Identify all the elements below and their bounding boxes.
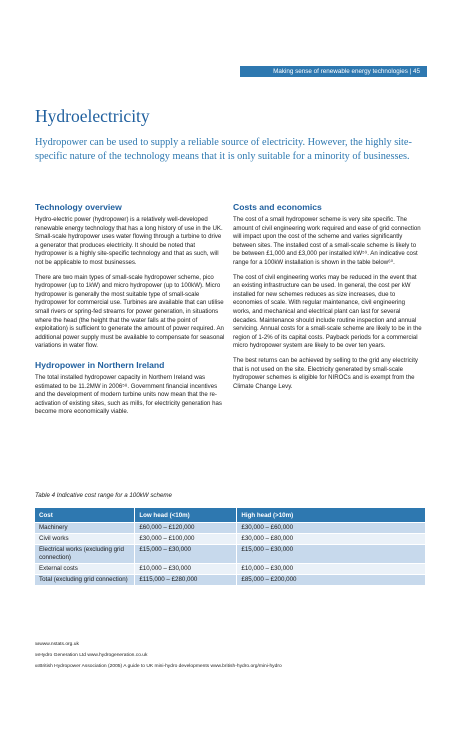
- footnote: [35, 653, 435, 659]
- table-row: [35, 534, 426, 545]
- table-cell: Electrical works (excluding grid connection): [35, 545, 135, 564]
- footnote-link[interactable]: www.nstats.org.uk: [39, 642, 79, 647]
- table-caption: Table 4 Indicative cost range for a 100kW scheme: [35, 492, 173, 499]
- footnote-text: Hydro Generation Ltd www.hydrogeneration.co.uk: [39, 653, 148, 658]
- technology-overview-heading: Technology overview: [35, 202, 122, 212]
- footnotes: [35, 642, 435, 675]
- table-cell: £115,000 – £280,000: [135, 575, 237, 586]
- table-header-row: [35, 508, 426, 523]
- footnote-number: 58: [35, 642, 40, 646]
- table-cell: £30,000 – £100,000: [135, 534, 237, 545]
- table-cell: £30,000 – £60,000: [237, 523, 426, 534]
- table-row: [35, 523, 426, 534]
- body-paragraph: The best returns can be achieved by selling to the grid any electricity that is not used on the site. Electricity generated by small-scale hydropower schemes is eligible for NIROCs and is exempt from the Climate Change Levy.: [233, 356, 418, 390]
- table-cell: £30,000 – £80,000: [237, 534, 426, 545]
- header-cell: Cost: [35, 508, 135, 523]
- table-cell: £15,000 – £30,000: [135, 545, 237, 564]
- footnote-number: 60: [35, 664, 40, 668]
- table-cell: £15,000 – £30,000: [237, 545, 426, 564]
- left-column: [35, 202, 225, 423]
- right-column: [233, 202, 423, 397]
- footnote-number: 59: [35, 653, 40, 657]
- footnote: [35, 642, 435, 648]
- table-row: [35, 575, 426, 586]
- body-paragraph: The total installed hydropower capacity in Northern Ireland was estimated to be 11.2MW in 2006⁵⁸. Government financial incentives and the development of modern turbine units now mean that the re-activation of existing sites, such as mills, for electricity generation has become more economically viable.: [35, 373, 222, 416]
- table-cell: Civil works: [35, 534, 135, 545]
- table-row: [35, 564, 426, 575]
- page-title: Hydroelectricity: [35, 106, 150, 126]
- body-paragraph: The cost of a small hydropower scheme is very site specific. The amount of civil engineering work required and ease of grid connection will impact upon the cost of the scheme and varies significantly between sites. The installed cost of a small-scale scheme is likely to be between £1,000 and £3,000 per installed kW⁵⁹. An indicative cost range for a 100kW installation is shown in the table below⁶⁰.: [233, 216, 421, 266]
- body-paragraph: Hydro-electric power (hydropower) is a relatively well-developed renewable energy technology that has a long history of use in the UK. Small-scale hydropower uses water flowing through a turbine to drive a generator that produces electricity. It should be noted that hydropower is a highly site-specific technology and that as such, will not be applicable to most businesses.: [35, 216, 223, 266]
- table-cell: Machinery: [35, 523, 135, 534]
- running-header: [240, 66, 427, 77]
- header-cell: Low head (<10m): [135, 508, 237, 523]
- table-cell: £10,000 – £30,000: [237, 564, 426, 575]
- body-paragraph: There are two main types of small-scale hydropower scheme, pico hydropower (up to 1kW) and micro hydropower (up to 100kW). Micro hydropower is generally the most suitable type of small-scale hydropower for commercial use. Turbines are available that can utilise small rivers or spring-fed streams for power generation, in situations where the head (the height that the water falls at the point of exploitation) is sufficient to generate the amount of power required. An additional power supply must be available to compensate for seasonal variations in water flow.: [35, 273, 225, 350]
- table-cell: £10,000 – £30,000: [135, 564, 237, 575]
- table-cell: Total (excluding grid connection): [35, 575, 135, 586]
- table-cell: External costs: [35, 564, 135, 575]
- cost-table: [35, 508, 426, 585]
- northern-ireland-heading: Hydropower in Northern Ireland: [35, 359, 165, 370]
- header-cell: High head (>10m): [237, 508, 426, 523]
- footnote-text: British Hydropower Association (2005) A guide to UK mini-hydro developments www.british-hydro.org/mini-hydro: [39, 664, 282, 669]
- footnote: [35, 664, 435, 670]
- table-cell: £60,000 – £120,000: [135, 523, 237, 534]
- costs-economics-heading: Costs and economics: [233, 202, 322, 212]
- table-cell: £85,000 – £200,000: [237, 575, 426, 586]
- body-paragraph: The cost of civil engineering works may be reduced in the event that an existing infrastructure can be used. In general, the cost per kW installed for new schemes reduces as size increases, due to economies of scale. With regular maintenance, civil engineering works, and mechanical and electrical plant can last for several decades. Maintenance should include routine inspection and annual servicing. Annual costs for a small-scale scheme are likely to be in the region of 1-2% of its capital costs. Payback periods for a commercial micro hydropower system are likely to be over ten years.: [233, 273, 422, 350]
- table-row: [35, 545, 426, 564]
- lead-paragraph: Hydropower can be used to supply a reliable source of electricity. However, the highly site-specific nature of the technology means that it is only suitable for a minority of businesses.: [35, 137, 412, 162]
- running-header-text: Making sense of renewable energy technologies | 45: [273, 68, 420, 75]
